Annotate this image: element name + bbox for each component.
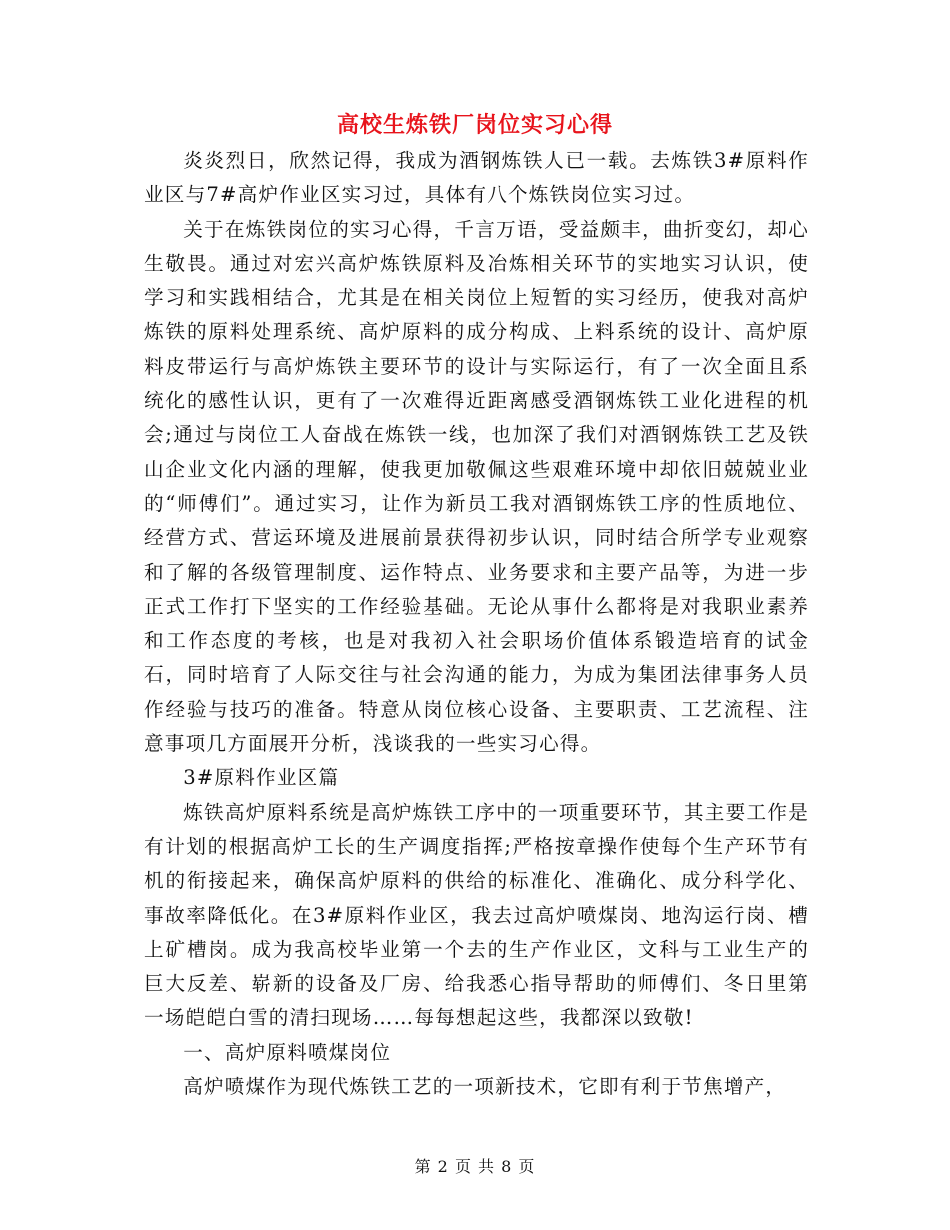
paragraph-coal-injection: 高炉喷煤作为现代炼铁工艺的一项新技术，它即有利于节焦增产， xyxy=(183,1075,787,1099)
paragraph-raw-material-system: 炼铁高炉原料系统是高炉炼铁工序中的一项重要环节，其主要工作是有计划的根据高炉工长的生产调度指挥;严格按章操作使每个生产环节有机的衔接起来，确保高炉原料的供给的标准化、准确化、成分科学化、事故率降低化。在3#原料作业区，我去过高炉喷煤岗、地沟运行岗、槽上矿槽岗。成为我高校毕业第一个去的生产作业区，文科与工业生产的巨大反差、崭新的设备及厂房、给我悉心指导帮助的师傅们、冬日里第一场皑皑白雪的清扫现场……每每想起这些，我都深以致敬! xyxy=(144,800,809,1030)
document-body xyxy=(144,144,809,1104)
paragraph-reflection: 关于在炼铁岗位的实习心得，千言万语，受益颇丰，曲折变幻，却心生敬畏。通过对宏兴高炉炼铁原料及冶炼相关环节的实地实习认识，使学习和实践相结合，尤其是在相关岗位上短暂的实习经历，使我对高炉炼铁的原料处理系统、高炉原料的成分构成、上料系统的设计、高炉原料皮带运行与高炉炼铁主要环节的设计与实际运行，有了一次全面且系统化的感性认识，更有了一次难得近距离感受酒钢炼铁工业化进程的机会;通过与岗位工人奋战在炼铁一线，也加深了我们对酒钢炼铁工艺及铁山企业文化内涵的理解，使我更加敬佩这些艰难环境中却依旧兢兢业业的“师傅们”。通过实习，让作为新员工我对酒钢炼铁工序的性质地位、经营方式、营运环境及进展前景获得初步认识，同时结合所学专业观察和了解的各级管理制度、运作特点、业务要求和主要产品等，为进一步正式工作打下坚实的工作经验基础。无论从事什么都将是对我职业素养和工作态度的考核，也是对我初入社会职场价值体系锻造培育的试金石，同时培育了人际交往与社会沟通的能力，为成为集团法律事务人员作经验与技巧的准备。特意从岗位核心设备、主要职责、工艺流程、注意事项几方面展开分析，浅谈我的一些实习心得。 xyxy=(144,217,809,756)
document-title: 高校生炼铁厂岗位实习心得 xyxy=(336,112,613,138)
page-number: 第 2 页 共 8 页 xyxy=(414,1157,536,1176)
paragraph-intro: 炎炎烈日，欣然记得，我成为酒钢炼铁人已一载。去炼铁3#原料作业区与7#高炉作业区实习过，具体有八个炼铁岗位实习过。 xyxy=(144,149,809,207)
subsection-heading: 一、高炉原料喷煤岗位 xyxy=(183,1040,392,1064)
section-heading: 3#原料作业区篇 xyxy=(183,766,340,790)
